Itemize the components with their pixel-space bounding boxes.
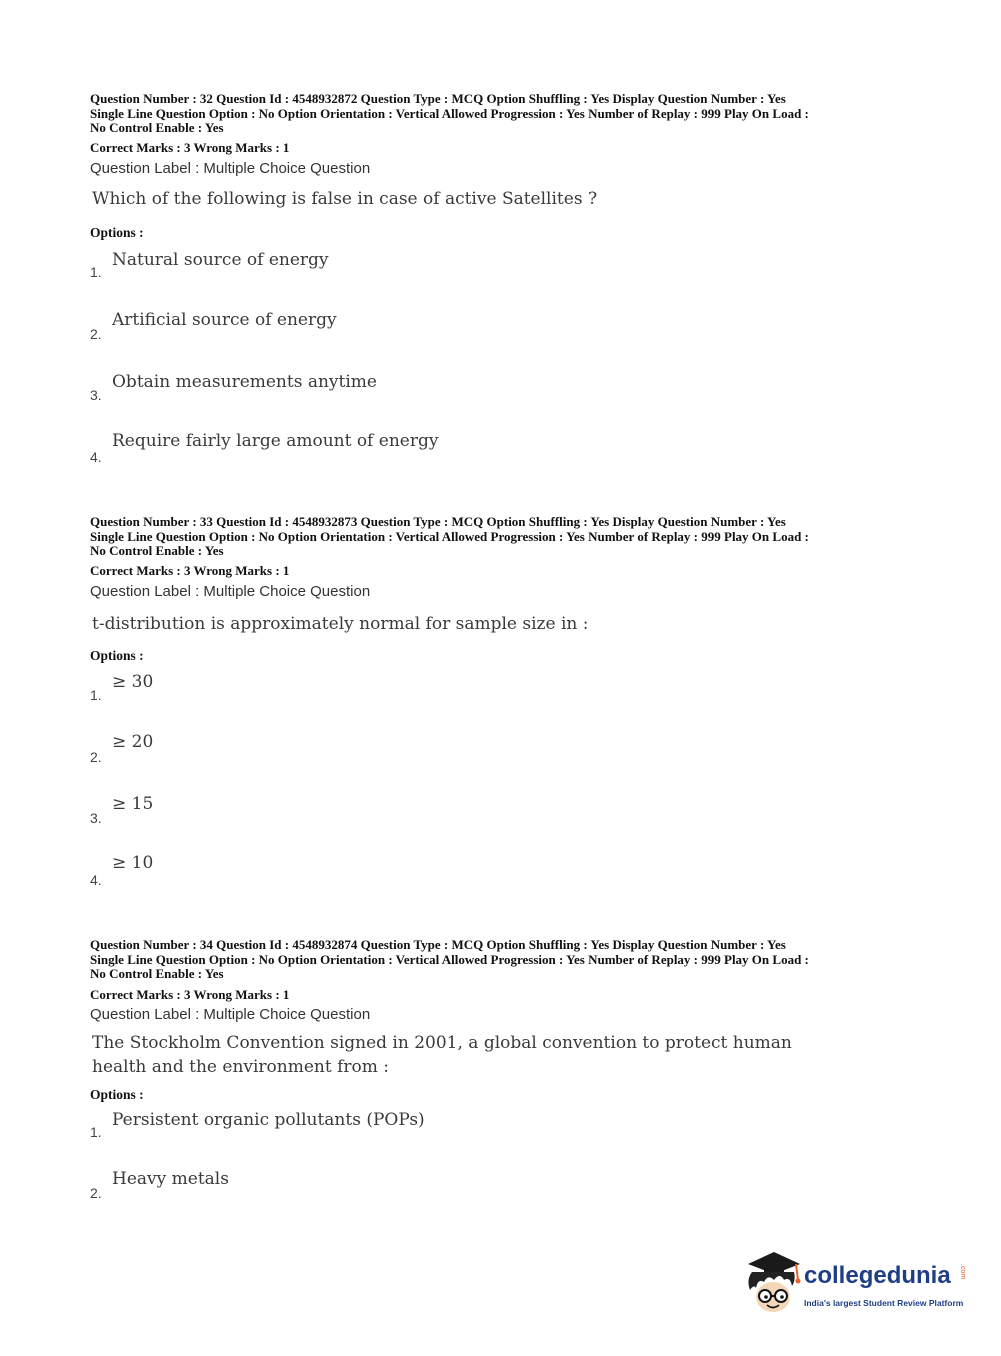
mascot-icon xyxy=(744,1250,802,1320)
marks-info: Correct Marks : 3 Wrong Marks : 1 xyxy=(90,140,290,155)
option-text[interactable]: Obtain measurements anytime xyxy=(112,372,377,392)
option-text[interactable]: ≥ 30 xyxy=(112,672,154,692)
question-meta: Question Number : 34 Question Id : 4548932874 Question Type : MCQ Option Shuffling : Yes Display Question Number : Yes Single Line Question Option : No Option Orientation : Vertical Allowed Progression : Yes Number of Replay : 999 Play On Load : No Control Enable : Yes xyxy=(90,937,809,981)
collegedunia-logo xyxy=(744,1250,969,1320)
options-heading: Options : xyxy=(90,225,144,240)
option-number: 1. xyxy=(90,687,102,703)
option-number: 1. xyxy=(90,264,102,280)
option-text[interactable]: Artificial source of energy xyxy=(112,310,337,330)
options-heading: Options : xyxy=(90,648,144,663)
option-text[interactable]: Heavy metals xyxy=(112,1169,229,1189)
logo-wordmark: collegedunia xyxy=(804,1262,951,1289)
marks-info: Correct Marks : 3 Wrong Marks : 1 xyxy=(90,563,290,578)
option-number: 4. xyxy=(90,449,102,465)
option-number: 2. xyxy=(90,326,102,342)
option-text[interactable]: Persistent organic pollutants (POPs) xyxy=(112,1110,425,1130)
option-number: 4. xyxy=(90,872,102,888)
option-text[interactable]: ≥ 20 xyxy=(112,732,154,752)
question-label: Question Label : Multiple Choice Question xyxy=(90,583,371,600)
option-text[interactable]: Require fairly large amount of energy xyxy=(112,431,439,451)
question-label: Question Label : Multiple Choice Question xyxy=(90,1006,371,1023)
logo-tagline: India's largest Student Review Platform xyxy=(804,1298,964,1308)
question-text: The Stockholm Convention signed in 2001, a global convention to protect human health and the environment from : xyxy=(92,1033,792,1077)
question-meta: Question Number : 33 Question Id : 4548932873 Question Type : MCQ Option Shuffling : Yes Display Question Number : Yes Single Line Question Option : No Option Orientation : Vertical Allowed Progression : Yes Number of Replay : 999 Play On Load : No Control Enable : Yes xyxy=(90,514,809,558)
question-label: Question Label : Multiple Choice Question xyxy=(90,160,371,177)
option-text[interactable]: ≥ 10 xyxy=(112,853,154,873)
option-number: 2. xyxy=(90,749,102,765)
option-number: 1. xyxy=(90,1124,102,1140)
question-meta: Question Number : 32 Question Id : 4548932872 Question Type : MCQ Option Shuffling : Yes Display Question Number : Yes Single Line Question Option : No Option Orientation : Vertical Allowed Progression : Yes Number of Replay : 999 Play On Load : No Control Enable : Yes xyxy=(90,91,809,135)
question-text: t-distribution is approximately normal for sample size in : xyxy=(92,614,589,634)
option-number: 3. xyxy=(90,810,102,826)
option-number: 2. xyxy=(90,1185,102,1201)
logo-domain: .com xyxy=(959,1264,966,1280)
options-heading: Options : xyxy=(90,1087,144,1102)
option-text[interactable]: Natural source of energy xyxy=(112,250,329,270)
option-number: 3. xyxy=(90,387,102,403)
question-text: Which of the following is false in case of active Satellites ? xyxy=(92,189,598,209)
option-text[interactable]: ≥ 15 xyxy=(112,794,154,814)
marks-info: Correct Marks : 3 Wrong Marks : 1 xyxy=(90,987,290,1002)
